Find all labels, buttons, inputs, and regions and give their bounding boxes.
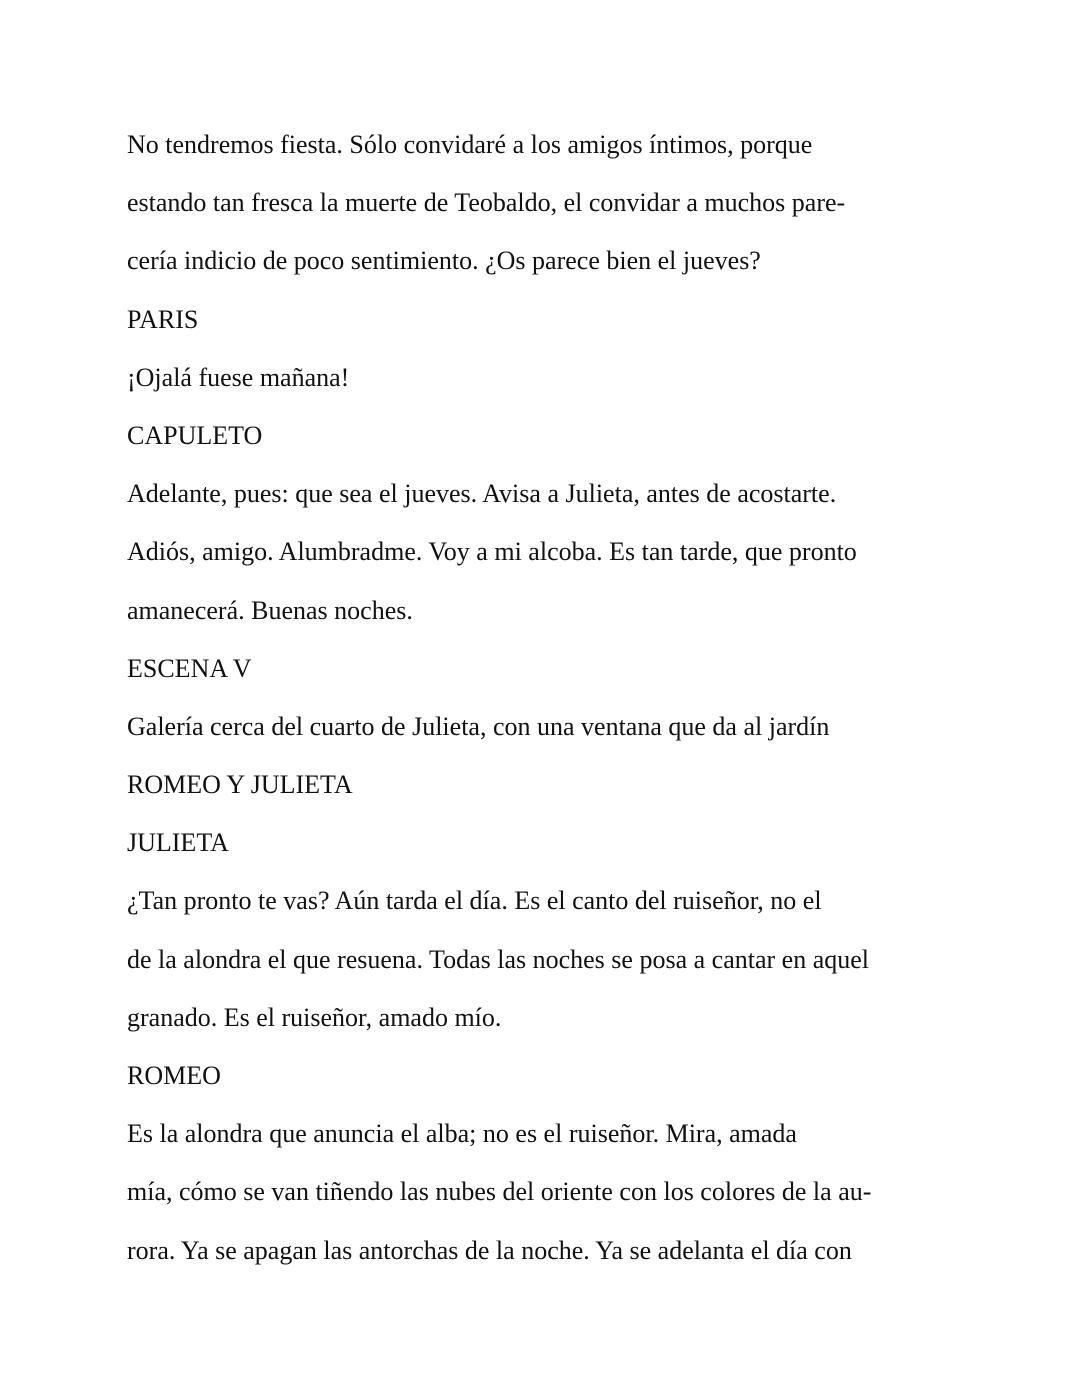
dialogue-line: Adiós, amigo. Alumbradme. Voy a mi alcoba. Es tan tarde, que pronto [127,537,857,567]
stage-direction: Galería cerca del cuarto de Julieta, con una ventana que da al jardín [127,711,830,741]
dialogue-line: estando tan fresca la muerte de Teobaldo, el convidar a muchos pare- [127,188,846,218]
dialogue-line: ¿Tan pronto te vas? Aún tarda el día. Es el canto del ruiseñor, no el [127,886,822,916]
dialogue-line: de la alondra el que resuena. Todas las noches se posa a cantar en aquel [127,944,870,974]
speaker-name: PARIS [127,304,199,334]
scene-heading: ESCENA V [127,653,252,683]
dialogue-line: mía, cómo se van tiñendo las nubes del oriente con los colores de la au- [127,1177,872,1207]
dialogue-line: cería indicio de poco sentimiento. ¿Os parece bien el jueves? [127,246,761,276]
dialogue-line: Es la alondra que anuncia el alba; no es el ruiseñor. Mira, amada [127,1119,797,1149]
characters-present: ROMEO Y JULIETA [127,770,353,800]
speaker-name: ROMEO [127,1061,221,1090]
dialogue-line: ¡Ojalá fuese mañana! [127,362,350,392]
speaker-name: CAPULETO [127,420,263,450]
dialogue-line: granado. Es el ruiseñor, amado mío. [127,1002,502,1032]
document-page [127,126,927,1290]
dialogue-line: amanecerá. Buenas noches. [127,595,413,625]
dialogue-line: No tendremos fiesta. Sólo convidaré a los amigos íntimos, porque [127,130,813,159]
speaker-name: JULIETA [127,828,229,858]
dialogue-line: Adelante, pues: que sea el jueves. Avisa a Julieta, antes de acostarte. [127,479,837,509]
dialogue-line: rora. Ya se apagan las antorchas de la noche. Ya se adelanta el día con [127,1235,852,1265]
